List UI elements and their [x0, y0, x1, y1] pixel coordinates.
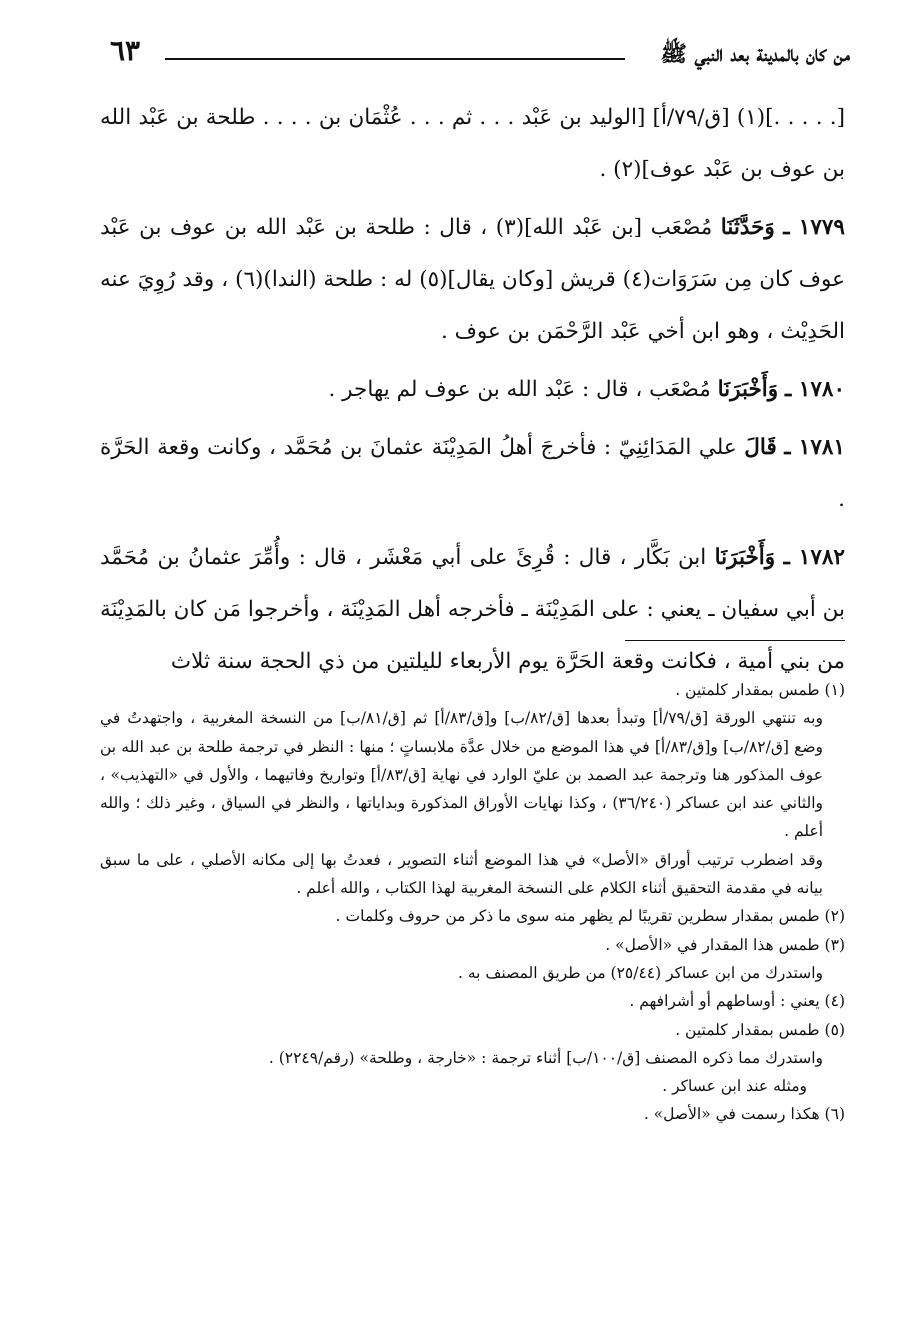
entry-number: ١٧٧٩ ـ [783, 215, 845, 240]
running-title: من كان بالمدينة بعد النبي ﷺ [660, 41, 850, 67]
paragraph-fragment [100, 92, 845, 196]
footnote-5: (٥) طمس بمقدار كلمتين . [675, 1020, 845, 1039]
entry-1782 [100, 532, 845, 688]
footnote-4: (٤) يعني : أوساطهم أو أشرافهم . [629, 992, 845, 1011]
entry-number: ١٧٨١ ـ [784, 435, 845, 460]
entry-number: ١٧٨٢ ـ [783, 545, 845, 570]
entry-text: علي المَدَائِنِيّ : فأخرجَ أهلُ المَدِيْنَة عثمانَ بن مُحَمَّد ، وكانت وقعة الحَرَّة . [100, 435, 845, 512]
footnote-5-note: واستدرك مما ذكره المصنف [ق/١٠٠/ب] أثناء ترجمة : «خارجة ، وطلحة» (رقم/٢٢٤٩) . [268, 1048, 823, 1067]
entry-text: مُصْعَب [بن عَبْد الله](٣) ، قال : طلحة بن عَبْد الله بن عوف بن عَبْد عوف كان مِن سَرَوَات(٤) قريش [وكان يقال](٥) له : طلحة (الندا)(٦) ، وقد رُوِيَ عنه الحَدِيْث ، وهو ابن أخي عَبْد الرَّحْمَن بن عوف . [100, 215, 845, 344]
entry-1781 [100, 422, 845, 526]
entry-1779 [100, 202, 845, 358]
footnote-2: (٢) طمس بمقدار سطرين تقريبًا لم يظهر منه سوى ما ذكر من حروف وكلمات . [335, 907, 845, 926]
footnote-1-note: وبه تنتهي الورقة [ق/٧٩/أ] وتبدأ بعدها [ق/٨٢/ب] و[ق/٨٣/أ] ثم [ق/٨١/ب] من النسخة المغربية ، واجتهدتُ في وضع [ق/٨٢/ب] و[ق/٨٣/أ] في هذا الموضع من خلال عدَّة ملابساتٍ ؛ منها : النظر في ترجمة طلحة بن عبد الله بن عوف المذكور هنا وترجمة عبد الصمد بن عليّ الوارد في نهاية [ق/٨٣/أ] وتواريخ وفاتيهما ، والأول في «التهذيب» ، والثاني عند ابن عساكر (٣٦/٢٤٠) ، وكذا نهايات الأوراق المذكورة وبداياتها ، والنظر في السياق ، وغير ذلك ؛ والله أعلم . [100, 709, 823, 841]
footnote-1-note: وقد اضطرب ترتيب أوراق «الأصل» في هذا الموضع أثناء التصوير ، فعدتُ بها إلى مكانه الأصلي ، على ما سبق بيانه في مقدمة التحقيق أثناء الكلام على النسخة المغربية لهذا الكتاب ، والله أعلم . [100, 850, 823, 898]
footnotes [100, 676, 845, 1129]
footnote-divider [625, 640, 845, 641]
footnote-3-note: واستدرك من ابن عساكر (٢٥/٤٤) من طريق المصنف به . [457, 963, 823, 982]
footnote-1: (١) طمس بمقدار كلمتين . [675, 681, 845, 699]
footnote-6: (٦) هكذا رسمت في «الأصل» . [643, 1105, 845, 1124]
entry-number: ١٧٨٠ ـ [785, 377, 845, 402]
page-header [110, 34, 850, 74]
entry-text: مُصْعَب ، قال : عَبْد الله بن عوف لم يهاجر . [328, 377, 711, 402]
entry-keyword: قَالَ [744, 435, 777, 460]
entry-keyword: وَأَخْبَرَنَا [714, 545, 776, 570]
entry-keyword: وَحَدَّثَنَا [720, 215, 775, 240]
paragraph-text: [. . . . .](١) [ق/٧٩/أ] [الوليد بن عَبْد . . . ثم . . . عُثْمَان بن . . . . طلحة بن عَبْد الله بن عوف بن عَبْد عوف](٢) . [100, 105, 846, 182]
entry-text: ابن بَكَّار ، قال : قُرِئَ على أبي مَعْشَر ، قال : وأُمِّرَ عثمانُ بن مُحَمَّد بن أبي سفيان ـ يعني : على المَدِيْنَة ـ فأخرجه أهل المَدِيْنَة ، وأخرجوا مَن كان بالمَدِيْنَة من بني أمية ، فكانت وقعة الحَرَّة يوم الأربعاء لليلتين من ذي الحجة سنة ثلاث [100, 545, 845, 674]
main-text [100, 92, 845, 688]
page-number: ٦٣ [110, 34, 141, 67]
entry-keyword: وَأَخْبَرَنَا [717, 377, 779, 402]
entry-1780 [100, 364, 845, 416]
footnote-5-note: ومثله عند ابن عساكر . [662, 1077, 807, 1096]
header-rule [165, 58, 625, 60]
footnote-3: (٣) طمس هذا المقدار في «الأصل» . [605, 935, 845, 954]
